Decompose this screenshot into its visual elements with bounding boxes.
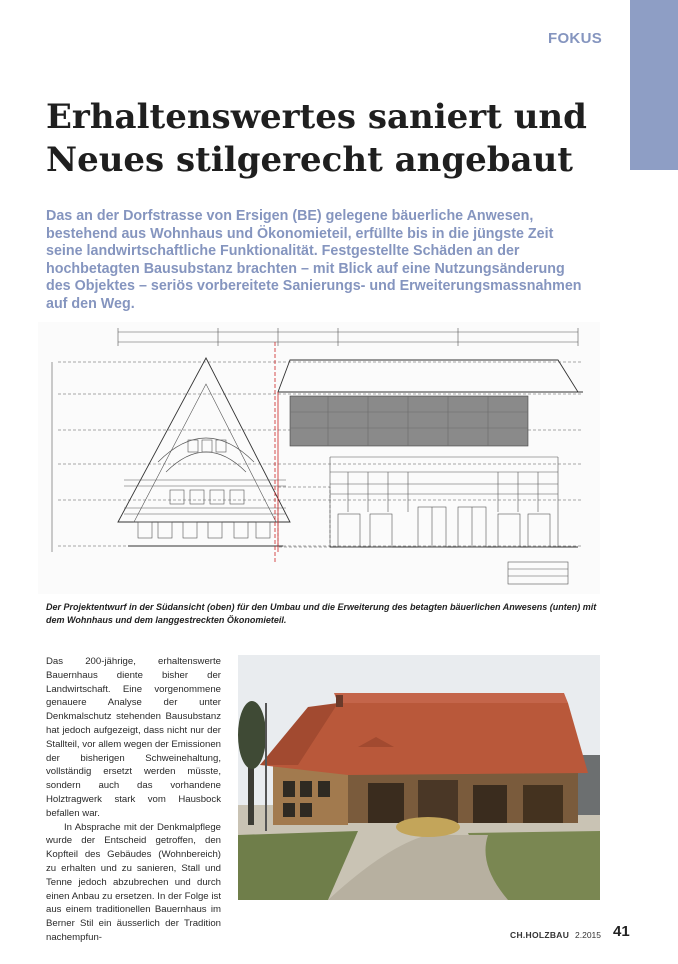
roof-panel <box>290 396 528 446</box>
body-text-column <box>46 655 221 945</box>
elevation-drawing <box>38 322 600 594</box>
elevation-drawing-svg <box>38 322 600 594</box>
footer-issue: 2.2015 <box>575 930 601 940</box>
article-title <box>46 96 626 182</box>
article-lead: Das an der Dorfstrasse von Ersigen (BE) gelegene bäuerliche Anwesen, bestehend aus Wohnhaus und Ökonomieteil, erfüllte bis in die jüngste Zeit seine landwirtschaftliche Funktionalität. Festgestellte Schäden an der hochbetagten Bausubstanz brachten – mit Blick auf eine Nutzungsänderung des Objektes – seriös vorbereitete Sanierungs- und Erweiterungsmassnahmen auf den Weg. <box>46 208 582 312</box>
farmhouse-photo <box>238 655 600 900</box>
image-caption: Der Projektentwurf in der Südansicht (oben) für den Umbau und die Erweiterung des betagten bäuerlichen Anwesens (unten) mit dem Wohnhaus und dem langgestreckten Ökonomieteil. <box>46 602 597 625</box>
farmhouse-photo-svg <box>238 655 600 900</box>
title-line-2: Neues stilgerecht angebaut <box>46 140 574 180</box>
footer-publication: CH.HOLZBAU <box>510 930 570 940</box>
page-number: 41 <box>613 923 630 940</box>
body-paragraph: In Absprache mit der Denkmalpflege wurde der Entscheid getroffen, den Kopfteil des Gebäudes (Wohnbereich) zu erhalten und zu sanieren, Stall und Tenne jedoch abzubrechen und durch einen Anbau zu ersetzen. In der Folge ist aus einem traditionellen Bauernhaus im Berner Stil ein äusserlich der Tradition nachempfun- <box>46 821 221 943</box>
body-paragraph: Das 200-jährige, erhaltenswerte Bauernhaus diente bisher der Landwirtschaft. Eine vorgenommene genauere Analyse der unter Denkmalschutz stehenden Bausubstanz hat jedoch aufgezeigt, dass nicht nur der Stallteil, vor allem wegen der Emissionen der bisherigen Schweinehaltung, vollständig ersetzt werden müsste, sondern auch das vorhandene Holztragwerk stark vom Hausbock befallen war. <box>46 656 221 819</box>
title-line-1: Erhaltenswertes saniert und <box>46 97 587 137</box>
section-color-tab <box>630 0 678 170</box>
section-label: FOKUS <box>548 30 602 47</box>
